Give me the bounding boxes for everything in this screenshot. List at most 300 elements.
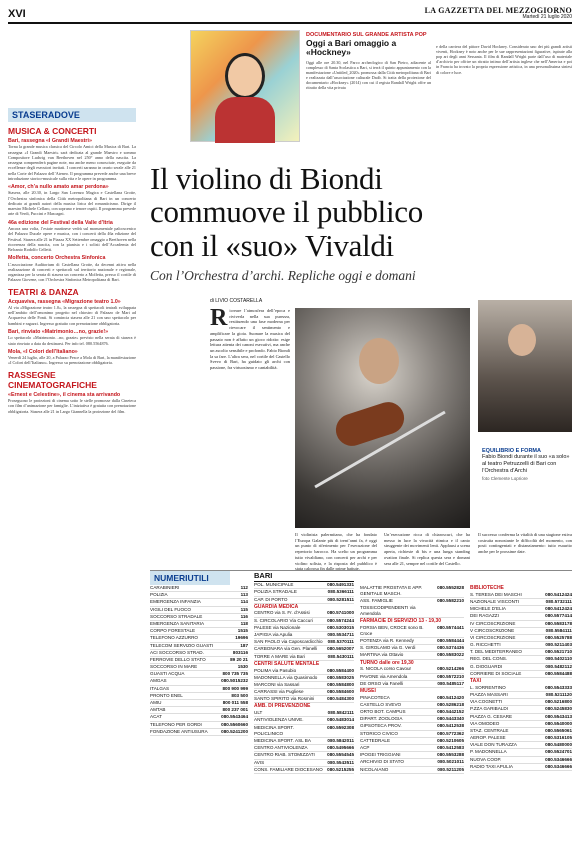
number-label: CONS. FAMILIARE DIOCESANO bbox=[254, 766, 323, 772]
number-label: CORRIERE DI SOCIALE bbox=[470, 670, 522, 676]
phone-number: 080.5482112 bbox=[545, 663, 572, 669]
listing-body: Torna la grande musica classica del Circolo Amici della Musica di Bari. La rassegna «I Grandi Maestri» sarà dedicata al grande Maestro e sommo Compositore Ludwig van Beethoven nel 250° anno della nascita. La rassegna comprenderà pagine note, ma anche meno conosciute, eseguite da eccellenze degli esecutori invitati. I concerti saranno in orario serale alle 21 nella Corte del Palazzo dell’Ateneo. Il programma prevede anche una breve introduzione storico-musicale sulla vita e le opere in programma. bbox=[8, 144, 136, 181]
number-label: CAP. DI PORTO bbox=[254, 596, 288, 602]
phone-number: 080.5842111 bbox=[327, 710, 354, 716]
listings bbox=[8, 126, 136, 414]
caption-body: Fabio Biondi durante il suo «a solo» al teatro Petruzzelli di Bari con l’Orchestra d’Archi bbox=[482, 454, 570, 474]
number-row bbox=[470, 635, 572, 642]
phone-number: 080.5303015 bbox=[327, 624, 354, 630]
number-label: FERROVIE DELLO STATO bbox=[150, 656, 206, 662]
phone-number: 080.5543464 bbox=[221, 714, 248, 720]
headline-line: Il violino di Biondi bbox=[150, 161, 383, 196]
phone-number: 080.5553288 bbox=[437, 752, 464, 758]
number-row bbox=[150, 678, 248, 685]
top-article-kicker: DOCUMENTARIO SUL GRANDE ARTISTA POP bbox=[306, 32, 427, 38]
number-row bbox=[360, 709, 464, 716]
number-row bbox=[360, 674, 464, 681]
number-row bbox=[470, 714, 572, 721]
number-row bbox=[360, 745, 464, 752]
phone-number: 080.5412424 bbox=[545, 606, 572, 612]
number-label: POLIZIA STRADALE bbox=[254, 589, 297, 595]
number-label: CASTELLO SVEVO bbox=[360, 701, 402, 707]
phone-number: 080.5485117 bbox=[437, 680, 464, 686]
byline: di LIVIO COSTARELLA bbox=[210, 298, 263, 304]
number-row bbox=[254, 738, 354, 745]
conductor-face bbox=[508, 324, 536, 356]
number-label: ASS. FAMIGLIE TOSSICODIPENDENTI via Amendola bbox=[360, 598, 416, 616]
number-label: AMIU bbox=[150, 700, 162, 705]
number-row bbox=[254, 675, 354, 682]
photo-credit: foto Clemente Lopriore bbox=[482, 475, 528, 481]
phone-number: 080.5584488 bbox=[545, 670, 572, 676]
phone-number: 080.5210605 bbox=[437, 737, 464, 743]
phone-number: 080.5015232 bbox=[221, 678, 248, 684]
number-row bbox=[150, 657, 248, 664]
phone-number: 080.5543333 bbox=[545, 684, 572, 690]
numbers-col-libraries-taxi bbox=[470, 585, 572, 771]
caption-kicker: EQUILIBRIO E FORMA bbox=[482, 448, 541, 454]
number-row bbox=[150, 700, 248, 707]
number-label: AEROP. PALESE bbox=[470, 735, 506, 741]
headline-line: commuove il pubblico bbox=[150, 194, 423, 230]
listing-body: Lo spettacolo «Matrimonio…no, grazie» previsto nella serata di stasera è stato rinviato a data da destinarsi. Per info tel. 080.5564876. bbox=[8, 335, 136, 346]
number-label: TELEFONO PER GORDI bbox=[150, 721, 202, 727]
portrait-face bbox=[225, 53, 265, 99]
phone-number: 080.5430111 bbox=[327, 653, 354, 659]
number-label: IV CIRCOSCRIZIONE bbox=[470, 620, 516, 626]
number-row bbox=[360, 702, 464, 709]
number-label: MARCONI via Sassari bbox=[254, 681, 300, 687]
number-row bbox=[360, 723, 464, 730]
number-label: ACI SOCCORSO STRAD. bbox=[150, 649, 204, 655]
phone-number: 080.5577414 bbox=[545, 613, 572, 619]
phone-number: 080.5214266 bbox=[437, 666, 464, 672]
number-row bbox=[470, 757, 572, 764]
listing-entry bbox=[8, 184, 136, 217]
listing-entry bbox=[8, 138, 136, 181]
number-row bbox=[150, 671, 248, 678]
number-row bbox=[470, 592, 572, 599]
number-label: G. DIOGUARDI bbox=[470, 663, 503, 669]
phone-number: 080.5370111 bbox=[327, 639, 354, 645]
hockney-photo bbox=[190, 30, 300, 142]
number-label: POLIZIA bbox=[150, 592, 168, 598]
number-label: TELEFONO AZZURRO bbox=[150, 635, 198, 641]
listing-section-title: MUSICA & CONCERTI bbox=[8, 126, 97, 136]
number-row bbox=[360, 652, 464, 659]
violinist-photo bbox=[295, 308, 470, 528]
listing-section-title: TEATRI & DANZA bbox=[8, 286, 79, 297]
portrait-body bbox=[215, 97, 275, 143]
phone-number: 187 bbox=[240, 642, 248, 648]
listing-body: Ancora una volta, l’estate martinese vedrà sul monumentale palcoscenico del Palazzo Ducale opere e musica, con i concerti della 46a edizione del Festival. Stasera alle 21 in Piazza XX Settembre omaggio a Beethoven nella ricorrenza della nascita, con la pianista e i solisti dell’Accademia del Belcanto Rodolfo Celletti. bbox=[8, 226, 136, 253]
number-row bbox=[150, 635, 248, 642]
number-label: STAZ. CENTRALE bbox=[470, 727, 509, 733]
number-row bbox=[150, 686, 248, 693]
number-row bbox=[254, 646, 354, 653]
phone-number: 080.5442152 bbox=[437, 709, 464, 715]
number-label: S. GIROLAMO via G. Verdi bbox=[360, 645, 416, 651]
number-label: CENTRO via S. Fr. d’Assisi bbox=[254, 610, 310, 616]
phone-number: 803 500 bbox=[231, 692, 248, 698]
listing-body: Stasera, alle 20.30, in Largo San Lorenzo Magica e Castellana Grotte, l’Orchestra sinfonica della Città metropolitana di Bari in un concerto dedicato ai grandi autori della musica lirica del romanticismo. Dirige il maestro Michele Cellaro, con soprano e tenore ospiti. Il programma prevede arie di Verdi, Puccini e Mascagni. bbox=[8, 190, 136, 217]
phone-number: 080.5574244 bbox=[327, 617, 354, 623]
orchestra-photo bbox=[478, 300, 572, 432]
phone-number: 080.5842011 bbox=[327, 737, 354, 743]
phone-number: 080.5245830 bbox=[545, 706, 572, 712]
numbers-section-heading: CENTRI SALUTE MENTALE bbox=[254, 660, 320, 667]
phone-number: 080.5565061 bbox=[545, 727, 572, 733]
number-label: STORICO CIVICO bbox=[360, 730, 398, 736]
phone-number: 080.5772362 bbox=[437, 730, 464, 736]
listing-entry bbox=[8, 255, 136, 282]
listing-title: «Amor, ch’a nullo amato amar perdona» bbox=[8, 184, 109, 191]
number-label: CORPO FORESTALE bbox=[150, 628, 196, 634]
number-row bbox=[254, 752, 354, 759]
top-article-col1: Oggi alle ore 20.30, nel Parco archeologico di San Pietro, adiacente al complesso di Santa Scolastica a Bari, si terrà il quinto appuntamento con la manifestazione «Untitled_2020» promossa dalla Città metropolitana di Bari e realizzata dall’associazione culturale Dadò. Si tratta della proiezione del documentario «Hockney» (2014) con cui il regista Randall Wright offre un ritratto della vita privata bbox=[306, 59, 431, 91]
listing-body: L’associazione Auditorium di Castellana Grotte, da decenni attiva nella realizzazione di concerti e spettacoli sul territorio nazionale e regionale, organizza per la serata di stasera un concerto a Molfetta, presso il cortile di Palazzo Giovene, con l’Orchestra Sinfonica Metropolitana di Bari. bbox=[8, 261, 136, 283]
number-row bbox=[470, 692, 572, 699]
phone-number: 080.5584400 bbox=[327, 667, 354, 673]
phone-number: 080.5584111 bbox=[545, 627, 572, 633]
phone-number: 080.5584600 bbox=[327, 689, 354, 695]
phone-number: 080.5583025 bbox=[327, 674, 354, 680]
numbers-section-heading: AMB. DI PREVENZIONE bbox=[254, 703, 311, 710]
numbers-section-heading: GUARDIA MEDICA bbox=[254, 603, 299, 610]
phone-number: 080.5592308 bbox=[327, 724, 354, 730]
number-row bbox=[254, 625, 354, 632]
number-row bbox=[150, 592, 248, 599]
number-label: PALESE via Nazionale bbox=[254, 624, 301, 630]
listing-title: «Ernest e Celestine», il cinema sta arrivando bbox=[8, 391, 121, 398]
phone-number: 1530 bbox=[237, 664, 248, 670]
number-label: PIAZZA MASSARI bbox=[470, 691, 508, 697]
number-label: EMERGENZA INFANZIA bbox=[150, 599, 201, 605]
number-label: VIALE DON TURAZZA bbox=[470, 742, 517, 748]
listing-body: Venerdì 24 luglio, alle 20, a Palazzo Pesce a Mola di Bari, la manifestazione «I Colori dell’Italiano». Ingresso su prenotazione obbligatoria. bbox=[8, 355, 136, 366]
number-row bbox=[470, 649, 572, 656]
number-label: G. RICCHETTI bbox=[470, 642, 501, 648]
listing-title: Molfetta, concerto Orchestra Sinfonica bbox=[8, 255, 106, 262]
phone-number: 113 bbox=[240, 592, 248, 598]
number-label: MICHELE D’ELIA bbox=[470, 606, 506, 612]
phone-number: 080.5412538 bbox=[437, 723, 464, 729]
number-label: CENTRO RIAB. STOMIZZATI bbox=[254, 752, 315, 758]
phone-number: 080.5554545 bbox=[327, 752, 354, 758]
phone-number: 080.5582210 bbox=[437, 598, 464, 604]
number-label: SOCCORSO IN MARE bbox=[150, 664, 198, 670]
page-number: XVI bbox=[8, 8, 26, 20]
number-label: CARABINIERI bbox=[150, 585, 180, 590]
number-row bbox=[470, 764, 572, 771]
top-article-title: Oggi a Bari omaggio a «Hockney» bbox=[306, 38, 397, 58]
numbers-section-heading: FARMACIE DI SERVIZIO 13 - 19,30 bbox=[360, 617, 442, 624]
phone-number: 080.5560660 bbox=[221, 721, 248, 727]
number-label: CARBONARA via Gen. Planelli bbox=[254, 646, 318, 652]
number-label: IPOGEI TRIGGIANI bbox=[360, 752, 401, 758]
phone-number: 080.5552828 bbox=[437, 585, 464, 590]
numbers-col-bari-2 bbox=[360, 585, 464, 774]
phone-number: 080.5540000 bbox=[545, 720, 572, 726]
number-label: FORSIA BEN, CROCE sono B. Croce bbox=[360, 624, 424, 636]
number-row bbox=[470, 656, 572, 663]
phone-number: 080.5216800 bbox=[545, 699, 572, 705]
number-label: JAPIGIA via Apulia bbox=[254, 632, 293, 637]
headline-line: con il «suo» Vivaldi bbox=[150, 227, 394, 263]
number-row bbox=[254, 582, 354, 589]
number-label: MEDICINA SPORT. ASL BA bbox=[254, 737, 311, 743]
number-row bbox=[470, 621, 572, 628]
listing-title: Acquaviva, rassegna «Migrazione teatro 1.0» bbox=[8, 298, 121, 305]
phone-number: 080.5374436 bbox=[437, 645, 464, 651]
number-row bbox=[470, 628, 572, 635]
number-row bbox=[360, 681, 464, 688]
phone-number: 080.5402110 bbox=[545, 656, 572, 662]
number-row bbox=[360, 731, 464, 738]
number-label: AMTAB bbox=[150, 707, 166, 713]
phone-number: 080.5021011 bbox=[437, 759, 464, 765]
number-row bbox=[470, 721, 572, 728]
number-label: ORTO BOT. CAMPUS bbox=[360, 709, 406, 715]
number-label: V CIRCOSCRIZIONE bbox=[470, 627, 515, 633]
number-row bbox=[360, 625, 464, 638]
city-heading: BARI bbox=[254, 571, 354, 582]
number-label: AMGAS bbox=[150, 678, 167, 684]
number-label: MEDICINA SPORT. POLICLINICO bbox=[254, 724, 294, 736]
masthead bbox=[425, 7, 572, 20]
phone-number: 080.5525788 bbox=[545, 634, 572, 640]
phone-number: 080.5495666 bbox=[327, 745, 354, 751]
phone-number: 080.5412583 bbox=[437, 745, 464, 750]
number-row bbox=[254, 760, 354, 767]
number-label: POLIMA via Pasubio bbox=[254, 667, 297, 673]
number-row bbox=[470, 706, 572, 713]
phone-number: 080.5241200 bbox=[221, 728, 248, 734]
number-label: GUASTI ACQUA bbox=[150, 671, 185, 677]
phone-number: 080.5215255 bbox=[327, 766, 354, 772]
number-label: VIGILI DEL FUOCO bbox=[150, 606, 191, 612]
number-row bbox=[470, 685, 572, 692]
article-col1 bbox=[210, 305, 290, 558]
listing-entry bbox=[8, 220, 136, 253]
number-row bbox=[360, 767, 464, 774]
number-label: PIAZZA G. CESARE bbox=[470, 713, 513, 719]
number-label: POL. MUNICIPALE bbox=[254, 582, 294, 588]
number-row bbox=[254, 618, 354, 625]
number-row bbox=[254, 717, 354, 724]
number-label: AVIS bbox=[254, 759, 265, 765]
number-row bbox=[150, 614, 248, 621]
phone-number: 800 735 735 bbox=[222, 671, 248, 677]
page-header bbox=[8, 4, 572, 24]
phone-number: 080.5741000 bbox=[327, 610, 354, 616]
phone-number: 080.5543511 bbox=[327, 759, 354, 765]
listing-title: Mola, «I Colori dell’Italiano» bbox=[8, 348, 78, 355]
listing-entry bbox=[8, 299, 136, 326]
useful-numbers bbox=[150, 570, 572, 835]
left-column bbox=[8, 108, 136, 417]
number-label: S. NICOLA corso Cavour bbox=[360, 666, 412, 672]
phone-number: 080.5346666 bbox=[545, 756, 572, 762]
phone-number: 080.5484300 bbox=[327, 696, 354, 702]
phone-number: 080.5346666 bbox=[545, 763, 572, 769]
number-row bbox=[254, 654, 354, 661]
number-row bbox=[360, 695, 464, 702]
phone-number: 080.5412420 bbox=[437, 694, 464, 700]
number-row bbox=[254, 668, 354, 675]
number-label: L. SORRENTINO bbox=[470, 684, 506, 690]
number-label: SAN PAOLO via Caposcardicchio bbox=[254, 639, 323, 645]
violinist-head bbox=[359, 338, 399, 384]
number-row bbox=[470, 749, 572, 756]
number-row bbox=[470, 613, 572, 620]
number-row bbox=[360, 752, 464, 759]
number-row bbox=[360, 759, 464, 766]
phone-number: 080.5543413 bbox=[545, 713, 572, 719]
number-label: P.ZZA GARIBALDI bbox=[470, 706, 508, 712]
numbers-section-heading: BIBLIOTECHE bbox=[470, 585, 504, 591]
listing-title: Bari, rinviato «Matrimonio…no, grazie!» bbox=[8, 328, 109, 335]
number-label: FONDAZIONE ANTIUSURA bbox=[150, 728, 208, 734]
number-row bbox=[360, 645, 464, 652]
violin-shape bbox=[332, 398, 408, 450]
number-label: ITALGAS bbox=[150, 685, 170, 691]
useful-numbers-title: NUMERIUTILI bbox=[150, 571, 230, 585]
phone-number: 080.5652007 bbox=[327, 646, 354, 652]
number-label: ACAT bbox=[150, 714, 162, 720]
phone-number: 080.5443340 bbox=[437, 716, 464, 722]
number-label: CATTEDRALE bbox=[360, 737, 391, 743]
number-row bbox=[254, 689, 354, 696]
phone-number: 080.5211205 bbox=[437, 766, 464, 772]
number-label: MADONNELLA via Quasimodo bbox=[254, 674, 318, 680]
number-row bbox=[470, 642, 572, 649]
phone-number: 112 bbox=[240, 585, 248, 590]
phone-number: 118 bbox=[240, 620, 248, 626]
number-label: CENTRO ANTIVIOLENZA bbox=[254, 745, 308, 751]
number-label: VIA COGNETTI bbox=[470, 699, 503, 705]
phone-number: 080.5366111 bbox=[327, 589, 354, 595]
listing-entry bbox=[8, 329, 136, 346]
number-label: NICOLAIANO bbox=[360, 766, 389, 772]
number-row bbox=[470, 742, 572, 749]
number-row bbox=[254, 767, 354, 774]
listing-section-title: RASSEGNE CINEMATOGRAFICHE bbox=[8, 369, 97, 390]
number-row bbox=[150, 664, 248, 671]
number-row bbox=[254, 696, 354, 703]
issue-date: Martedì 21 luglio 2020 bbox=[522, 14, 572, 20]
number-row bbox=[150, 599, 248, 606]
number-row bbox=[150, 729, 248, 736]
number-row bbox=[254, 745, 354, 752]
listing-title: Bari, rassegna «I Grandi Maestri» bbox=[8, 138, 92, 144]
phone-number: 080.5316105 bbox=[545, 735, 572, 741]
listing-body: Al via «Migrazione teatro 1.0», la rassegna di spettacoli teatrali sviluppata nell’ambito dell’omonimo progetto nel chiostro di Palazzo de Mari ad Acquaviva delle Fonti. Si comincia stasera alle 21 con uno spettacolo per bambini e ragazzi. Ingresso gratuito con prenotazione obbligatoria. bbox=[8, 304, 136, 326]
number-row bbox=[470, 735, 572, 742]
number-row bbox=[150, 628, 248, 635]
number-row bbox=[470, 728, 572, 735]
number-row bbox=[150, 707, 248, 714]
number-row bbox=[470, 699, 572, 706]
number-label: NAZIONALE VISCONTI bbox=[470, 598, 520, 604]
phone-number: 080.5412424 bbox=[545, 591, 572, 597]
phone-number: 080.5732111 bbox=[545, 598, 572, 604]
phone-number: 080.5583178 bbox=[545, 620, 572, 626]
phone-number: 1515 bbox=[237, 628, 248, 634]
number-label: SOCCORSO STRADALE bbox=[150, 613, 203, 619]
number-row bbox=[254, 610, 354, 617]
dropcap: R bbox=[210, 305, 228, 331]
listing-entry bbox=[8, 349, 136, 366]
article-text: icreare l’atmosfera dell’epoca e riviverla nella sua purezza, restituendo una fase moderna per rievocare il sentimento e amplificare la gioia. Suonare la musica del passato non è affatto un gioco ridotto: esige lettura attenta dei canoni esecutivi, ma anche un ascolto sensibile e profondo. Fabio Biondi la sa fare. L’altra sera, nel cortile del Castello Svevo di Bari, ha guidato gli archi con passione, fra virtuosismo e cantabilità. bbox=[210, 308, 290, 371]
number-label: DEI RAGAZZI bbox=[470, 613, 499, 619]
bari-list-1 bbox=[254, 582, 354, 774]
number-row bbox=[150, 650, 248, 657]
number-row bbox=[360, 585, 464, 598]
top-article-continued bbox=[436, 44, 572, 122]
number-label: P. MADONNELLA bbox=[470, 749, 507, 755]
section-banner: STASERADOVE bbox=[8, 108, 136, 122]
numbers-section-heading: MUSEI bbox=[360, 687, 376, 694]
listing-body: Proseguono le proiezioni di cinema sotto le stelle promosse dalla Cineteca con film d’animazione per famiglie. L’iniziativa è gratuita con prenotazione obbligatoria. Stasera alle 21 in Largo Giannella la proiezione del film. bbox=[8, 398, 136, 414]
number-label: RADIO TAXI APULIA bbox=[470, 763, 513, 769]
number-row bbox=[150, 621, 248, 628]
phone-number: 19696 bbox=[235, 635, 248, 641]
numbers-col-general bbox=[150, 585, 248, 736]
number-label: TORRE A MARE via Bari bbox=[254, 653, 305, 659]
article-col2: Il violinista palermitano, che ha fondato l’Europa Galante più di trent’anni fa, è oggi un punto di riferimento per l’esecuzione del repertorio barocco. Ha scelto un programma tutto vivaldiano, con concerti per archi e per violino solista, e la risposta del pubblico è stata calorosa fin dalle prime battute. bbox=[295, 532, 377, 572]
newspaper-name: LA GAZZETTA DEL MEZZOGIORNO bbox=[424, 6, 572, 15]
numbers-col-bari bbox=[254, 571, 354, 774]
number-label: S. TERESA DEI MASCHI bbox=[470, 591, 522, 597]
phone-number: 080.5524701 bbox=[545, 749, 572, 755]
number-row bbox=[360, 716, 464, 723]
number-row bbox=[150, 607, 248, 614]
number-row bbox=[360, 666, 464, 673]
phone-number: 115 bbox=[240, 606, 248, 612]
number-label: POTENZA via R. Kennedy bbox=[360, 638, 414, 644]
main-subhead: Con l’Orchestra d’archi. Repliche oggi e domani bbox=[150, 268, 416, 283]
phone-number: 800 011 558 bbox=[222, 700, 248, 705]
number-row bbox=[360, 598, 464, 618]
number-row bbox=[360, 738, 464, 745]
phone-number: 800 900 999 bbox=[222, 685, 248, 691]
number-label: VI CIRCOSCRIZIONE bbox=[470, 634, 516, 640]
photo-caption bbox=[482, 448, 572, 481]
number-label: PAVONE via Amendola bbox=[360, 673, 408, 679]
number-label: CARRASSI via Pugliese bbox=[254, 689, 304, 695]
number-label: ACP bbox=[360, 745, 370, 750]
phone-number: 080.5574441 bbox=[437, 624, 464, 630]
phone-number: 116 bbox=[240, 613, 248, 619]
phone-number: 080.5521710 bbox=[545, 649, 572, 655]
number-row bbox=[470, 671, 572, 678]
phone-number: 89 20 21 bbox=[230, 656, 248, 662]
number-label: ANTIVIOLENZA UNIVE. bbox=[254, 717, 304, 723]
number-label: S. CIRCOLARIO Via Caccuri bbox=[254, 617, 313, 623]
phone-number: 080.5491331 bbox=[327, 582, 354, 588]
number-label: REG. DEL CONS. bbox=[470, 656, 508, 662]
number-row bbox=[360, 638, 464, 645]
number-label: GIPSOTECA PROV. bbox=[360, 723, 402, 729]
number-row bbox=[470, 664, 572, 671]
number-row bbox=[254, 589, 354, 596]
numbers-section-heading: TAXI bbox=[470, 678, 482, 684]
phone-number: 080.5286218 bbox=[437, 701, 464, 707]
number-label: NUOVA COOP. bbox=[470, 756, 502, 762]
main-headline bbox=[150, 162, 570, 262]
top-article bbox=[306, 32, 431, 130]
